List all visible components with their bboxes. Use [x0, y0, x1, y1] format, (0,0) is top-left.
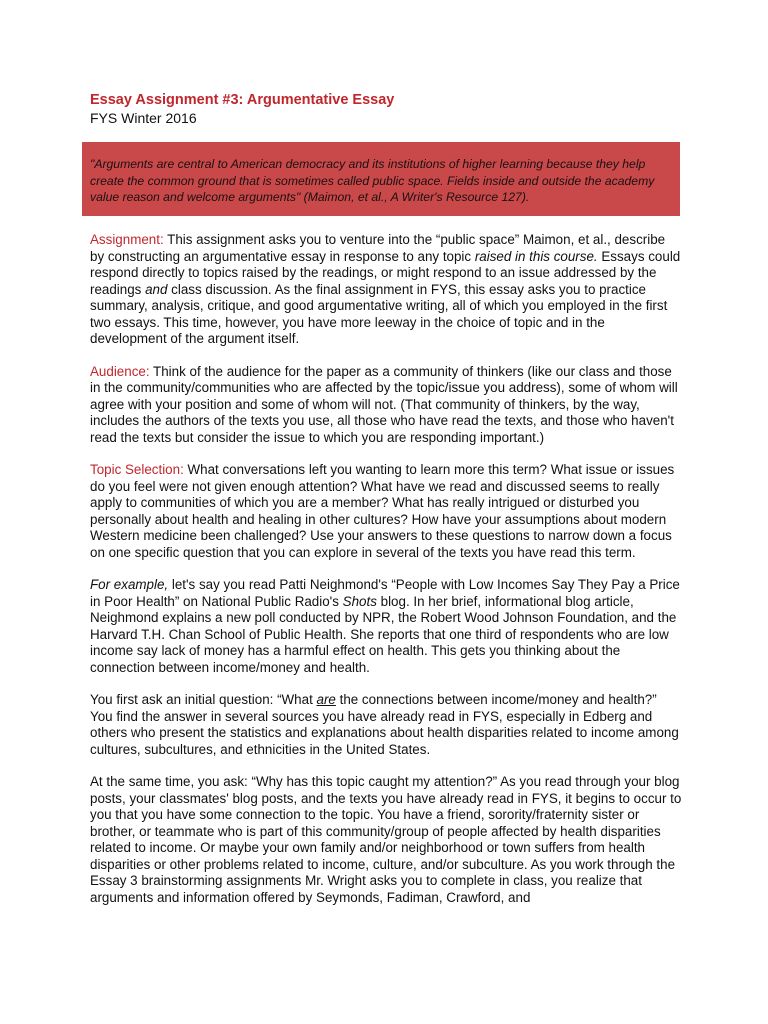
essay-body — [90, 232, 682, 922]
same-time-text: At the same time, you ask: “Why has this topic caught my attention?” As you read through your blog posts, your classmates' blog posts, and the texts you have already read in FYS, it begins to occur to you that you have some connection to the topic. You have a friend, sorority/fraternity sister or brother, or teammate who is part of this community/group of people affected by health disparities related to income. Or maybe your own family and/or neighborhood or town suffers from health disparities or other problems related to income, culture, and/or subculture. As you work through the Essay 3 brainstorming assignments Mr. Wright asks you to complete in class, you realize that arguments and information offered by Seymonds, Fadiman, Crawford, and — [90, 774, 682, 905]
assignment-paragraph — [90, 232, 682, 348]
audience-paragraph — [90, 364, 682, 447]
epigraph-quote-text: "Arguments are central to American democracy and its institutions of higher learning because they help create the common ground that is sometimes called public space. Fields inside and outside the academy value reason and welcome arguments" (Maimon, et al., A Writer's Resource 127). — [90, 157, 655, 204]
assignment-text-3: class discussion. As the final assignment in FYS, this essay asks you to practice summary, analysis, critique, and good argumentative writing, all of which you employed in the first two essays. This time, however, you have more leeway in the choice of topic and in the development of the argument itself. — [90, 281, 668, 346]
course-subtitle: FYS Winter 2016 — [90, 110, 197, 126]
example-paragraph — [90, 577, 682, 676]
same-time-paragraph — [90, 774, 682, 906]
epigraph-quote-box — [82, 142, 680, 216]
topic-selection-text: What conversations left you wanting to learn more this term? What issue or issues do you feel were not given enough attention? What have we read and discussed seems to really apply to communities of which you are a member? What has really intrigued or disturbed you personally about health and healing in other cultures? How have your assumptions about modern Western medicine been challenged? Use your answers to these questions to narrow down a focus on one specific question that you can explore in several of the texts you have read this term. — [90, 462, 675, 560]
initial-question-text-1: You first ask an initial question: “What — [90, 692, 317, 707]
audience-text: Think of the audience for the paper as a community of thinkers (like our class and those in the community/communities who are affected by the topic/issue you address), some of whom will agree with your position and some of whom will not. (That community of thinkers, by the way, includes the authors of the texts you use, all those who have read the texts, and those who haven't read the texts but consider the issue to which you are responding important.) — [90, 363, 678, 445]
initial-question-text-2: the connections between income/money and health?” You find the answer in several sources you have already read in FYS, especially in Edberg and others who present the statistics and explanations about health disparities related to income among cultures, subcultures, and ethnicities in the United States. — [90, 692, 679, 757]
initial-question-paragraph — [90, 692, 682, 758]
assignment-emphasis-1: raised in this course. — [474, 248, 598, 264]
example-emphasis-2: Shots — [342, 593, 377, 609]
assignment-text-2: Essays could respond directly to topics raised by the readings, or might respond to an issue addressed by the readings — [90, 248, 681, 297]
example-text-1: let's say you read Patti Neighmond's “People with Low Incomes Say They Pay a Price in Poor Health” on National Public Radio's — [90, 577, 680, 609]
example-text-2: blog. In her brief, informational blog article, Neighmond explains a new poll conducted by NPR, the Robert Wood Johnson Foundation, and the Harvard T.H. Chan School of Public Health. She reports that one third of respondents who are low income say lack of money has a harmful effect on health. This gets you thinking about the connection between income/money and health. — [90, 593, 677, 675]
topic-selection-paragraph — [90, 462, 682, 561]
example-emphasis-1: For example, — [90, 577, 169, 592]
assignment-text-1: This assignment asks you to venture into the “public space” Maimon, et al., describe by constructing an argumentative essay in response to any topic — [90, 232, 666, 264]
assignment-label: Assignment: — [90, 232, 164, 247]
assignment-emphasis-2: and — [145, 281, 168, 297]
topic-selection-label: Topic Selection: — [90, 462, 184, 477]
initial-question-emphasis: are — [316, 692, 336, 707]
essay-title: Essay Assignment #3: Argumentative Essay — [90, 92, 395, 108]
audience-label: Audience: — [90, 363, 150, 379]
